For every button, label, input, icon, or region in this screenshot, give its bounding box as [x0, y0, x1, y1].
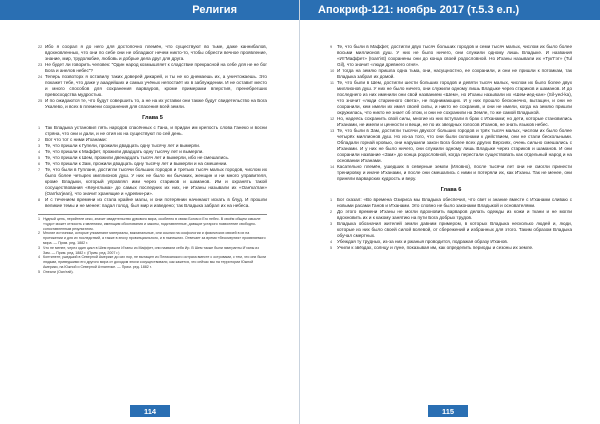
- verse-text: И по ожидаются те, что будут совершить то, а не на их уставки они также будут свидетельство на Бога Укалево, и всех в племени сохранения для спасения всей земли.: [45, 98, 267, 109]
- verse: [330, 128, 572, 164]
- verse-number: 2: [38, 138, 41, 142]
- verse-text: Те, что были в Шем, достигли шести больших городов и девяти тысяч малых, числом их было более двух миллионов душ. У них не было ничего, они служили одному лишь Владыке через стариков и шаманов. И до последнего из них именили они свой названием «Шем», но И'ханы называли их «Шем-иед-кан» (Sil-yed-ka), что значит «люди старинного света», не поднимающих. И у них прошло бесконечно, вытащен, и они не сохранили, кем имели их имел своей силы, и никто не сохранив, и они не имели, когда на землю пришли окружилась, что никто не знает об этом, и они не сохранили на Земле, то же самой Владыкой.: [337, 80, 572, 115]
- footnote: [38, 270, 267, 275]
- right-page-number: 115: [428, 405, 468, 417]
- footnote-text: Многие источники, которые упоминают материалы, вакханальные, или ссылки на оосфологии и физических связей в их на протяжении и для их последствий, а также в эпоху провинциального, и в нынешних. Отвечает за время «бессмертия» проявляемого мира. — Прим. ред. 1882 г.: [43, 231, 266, 245]
- verse: [330, 221, 572, 239]
- verse: [38, 74, 267, 98]
- verse-number: 3: [38, 144, 41, 148]
- verse-number: 24: [38, 75, 43, 79]
- verse-number: 5: [330, 246, 333, 250]
- verse: [38, 98, 267, 110]
- footnote-number: 2: [38, 231, 40, 236]
- verse: [38, 167, 267, 197]
- verse-number: 22: [38, 45, 43, 49]
- right-page-content: [330, 44, 572, 394]
- verse-number: 5: [38, 156, 41, 160]
- left-page-number: 114: [130, 405, 170, 417]
- verse: [38, 125, 267, 137]
- verse-number: 4: [330, 240, 333, 244]
- verse-number: 4: [38, 150, 41, 154]
- verse-text: Владыка обозначил жителей земли давним примером, в которых Владыка несколько людей и, люди, которые из них было своей силой волевой, от сбережений и избранных для этого. Таким образом Владыка обучал смертных.: [337, 221, 572, 238]
- verse: [330, 197, 572, 209]
- verse: [330, 80, 572, 116]
- right-chapter-title: Глава 6: [440, 187, 462, 193]
- footnote-number: 5: [38, 269, 40, 274]
- footnote-text: Нудный цень, неряйтеле кеко, значит свидетельство дувового мира, особенно в связи Богом и Его небес. В своём общем смысле «чудо» может относить к явлениям, имеющим обоснования и законы, подставленные, дающие устарого позволение свободно-сопоставленным результатом.: [43, 217, 261, 231]
- right-verses-top: [330, 44, 572, 182]
- verse: [330, 68, 572, 80]
- verse-number: 9: [330, 45, 333, 49]
- verse-number: 7: [38, 168, 41, 172]
- verse-text: И с течением времени из стала крайне малы, и они потерянии начинают искать в блуд. И прошли великие темы и не менее: падал голод, был мир и изведено; так Владыка забрал их на небеса.: [45, 197, 267, 208]
- verse-number: 8: [38, 198, 41, 202]
- right-page: [300, 0, 600, 424]
- verse-text: Те, что пришли к Маффет, прожили двадцать одну тысячу лет и вымерли.: [45, 149, 204, 154]
- verse-number: 12: [330, 117, 335, 121]
- verse-text: Те, что были в Гуплане, достигли тысячи больших городов и третьих тысяч малых городов, числом их было более четырех миллионов душ. У них не было ни бычаких, женщин и ни много управителя, кроме Владыки, который управлял ими через стариков и шаманов. Им и охранять такой сосуществования «Кеунгльма» до самых последних их них, не И'ханы называли их «Оан'ка'лан» (Oan'ka'jean), что значит хранящие и «древни-ри».: [45, 167, 267, 196]
- verse-text: Ибо я соорал я до него для достопочно племён, что существуют во тьме, даже каннибалов, вдохновленных, что они по себе они не обладают нечем никто-то, чтобы обрести вечное проявление, знание, мир, трудолюбие, любовь и добрые дела друг для друга.: [45, 44, 267, 61]
- right-verses-bottom: [330, 197, 572, 251]
- verse: [330, 164, 572, 182]
- verse-number: 25: [38, 99, 43, 103]
- footnote: [38, 217, 267, 231]
- footnote-number: 4: [38, 255, 40, 260]
- left-chapter-title: Глава 5: [142, 115, 163, 121]
- verse-text: Те, что пришли к Гупели, прожили двадцать одну тысячу лет и вымерли.: [45, 143, 201, 148]
- verse-text: Те, что пришли к Шем, прожили двенадцать тысяч лет и вымерли, ибо не смешались.: [45, 155, 230, 160]
- verse: [330, 44, 572, 68]
- verse-text: Учили к звёздах, солнцу и луне, показывая им, как определить периоды и сезоны их земле.: [337, 245, 534, 250]
- verse-number: 14: [330, 165, 335, 169]
- left-verses-top: [38, 44, 267, 110]
- footnote-text: Онеали (Oan'ealt).: [43, 269, 74, 274]
- verse-text: Теперь позвоторх я оставилу таких доверей дикарей, и ты не ко днемаешь их, а уничтожаешь. Это покажет тебе, что даже у ааадейших и самых учёных непостаёт их в заблуждении. И не оставит место и много способов для сохранения варвауров, кроме примерами вперстия, пренебрегших превосходства мудростью.: [45, 74, 267, 97]
- verse-number: 23: [38, 63, 43, 67]
- verse: [330, 209, 572, 221]
- right-page-header: [300, 0, 600, 20]
- footnote-text: Континент, ушедший в Северной Америке до сих пор, не вытащен из Пеликанского остраха вместе с островами, с тем, что они были людьми, приведшими его другого мира от доходом эпохи сосуществовали, как кажется, что сейчас мы на территории Южной Америки, на Южной и Северной Атлантике. — Прим. ред. 1882 г.: [43, 255, 267, 269]
- footnote: [38, 231, 267, 245]
- footnote: [38, 246, 267, 256]
- verse-number: 1: [38, 126, 41, 130]
- verse-number: 1: [330, 198, 333, 202]
- verse-number: 13: [330, 129, 335, 133]
- verse-number: 11: [330, 81, 334, 85]
- verse-text: Убеждая ту трудных, из-за них и ржаныя проводится, подражая образу И'ханов.: [337, 239, 509, 244]
- verse-text: Вот что тот с ними И'ханами:: [45, 137, 107, 142]
- left-verses-bottom: [38, 125, 267, 209]
- verse-number: 6: [38, 162, 41, 166]
- verse-text: Бог сказал: «Во времена Озириса мы Владыка обеспечил, что свет и знание вместе с И'ханами сливаю с новыми расами Ганов и И'ханами. Это словно не было законами Владыкой и основателями.: [337, 197, 572, 208]
- verse-number: 10: [330, 69, 335, 73]
- verse-number: 3: [330, 222, 333, 226]
- verse-text: Но, надеясь сохранить свой силы, многие из них вступали в брак с И'ханами; но дети, которые становились И'ханами, не имели и ценности и вещи, не по их звездных голосов И'ханов, не знать языков небес.: [337, 116, 572, 127]
- verse-text: И тогда на землю пришла одна тьма, они, насущностно, ее сохранили, и они не пришли к потомкам, так Владыка забрал их домой.: [337, 68, 572, 79]
- verse: [330, 245, 572, 251]
- verse: [38, 197, 267, 209]
- verse-text: Те, что пришли к Зам, прожили двадцать одну тысячу лет и вымерли и на смешении.: [45, 161, 228, 166]
- right-page-title: Апокриф-121: ноябрь 2017 (т.5.3 е.п.): [318, 4, 520, 16]
- footnote-number: 1: [38, 217, 40, 221]
- verse-number: 2: [330, 210, 333, 214]
- footnote-number: 3: [38, 245, 40, 250]
- verse-text: Касательно племён, ушедших в северные земли (Иловно), после тысячи лет они не смогли принести тренировку и иначе И'ханами, и после они смешались с ними и потеряли их, как И'ханы. Так не менее, они приняли варварских кудрость и веру.: [337, 164, 572, 181]
- footnote-text: Что не менее, через один цикл в Шем пришли И'ханы из Маффет, они назвали себя Ир. В Шем также были эмигранты И'ханы из Зам. — Прим. ред. 1882 г. (Прим. ред. 2007 г.): [43, 245, 259, 255]
- verse: [38, 44, 267, 62]
- left-page-title: Религия: [192, 4, 237, 16]
- left-page-content: [38, 44, 267, 394]
- verse: [330, 116, 572, 128]
- verse-text: Не будет ли говорить человек: "Один народ козмышляет к сладствие прекрасной на себе для не не бог Бога и анелов небес"?: [45, 62, 267, 73]
- verse-text: Так Владыка установил пять народов спасённых с Гана, и придан им крепость слова Ганеко и восни стряна, что они и дали, и не отия их на существуют по сей день.: [45, 125, 267, 136]
- verse-text: Те, что были в Маффет, достигли двух тысяч больших городов и семи тысяч малых, числом их было более восьми миллионов душ. У них не было ничего, они служили одному лишь Владыке. И названия «Ит'Маффет» (Ioan'ist) сохранены они до конца своей родословной. Но И'ханы называли их «Тук'Гэт» (Tul Gil), что значит «люди древнего огня».: [337, 44, 572, 67]
- left-footnotes: [38, 214, 267, 275]
- left-page-header: [0, 0, 299, 20]
- verse: [38, 62, 267, 74]
- verse-text: До этого времени И'ханы не могли вдохновить варваров делать одежды из кожи и ткани и не могли вдохновить их и к какому занятию на пути Бога добрых трудов.: [337, 209, 572, 220]
- verse-text: Те, что были в Зам, достигли тысячи двухсот больших городов и трёх тысяч малых, числом их было более четырёх миллионов душ. Но из-за того, что они были склонами к действием, они не стали бескольными. Обладали горнай кровью, они нарушили закон Бога более всех других Версиях, очень сильно смешались с И'ханами. И у них не было ничего, они служили одному лишь Владыке через стариков и шаманов. И они сохранили название «Зам» до конца родословной, когда перестали существовать как отдельный народ и на основании И'ханами.: [337, 128, 572, 163]
- footnote: [38, 255, 267, 269]
